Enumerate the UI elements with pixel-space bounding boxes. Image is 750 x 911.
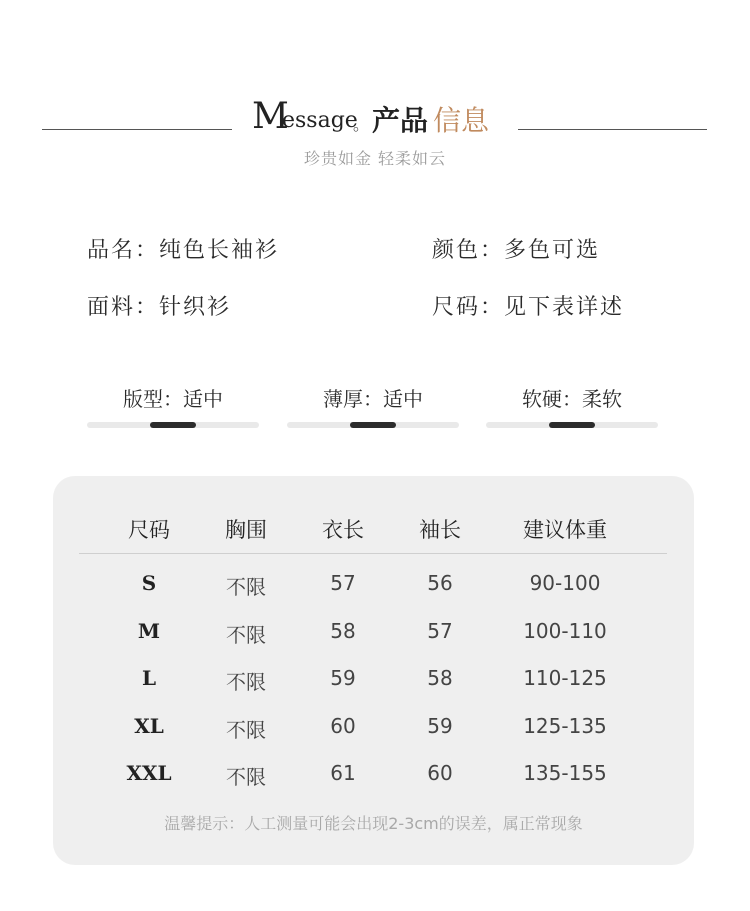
cell-chest: 不限 [226,670,266,694]
scale-thickness [287,383,459,428]
cell-size: S [141,571,157,595]
cell-length: 59 [330,666,356,690]
header-sleeve: 袖长 [419,518,461,542]
title-en-cap: M [252,96,289,137]
cell-chest: 不限 [226,575,266,599]
scale-track [87,422,259,428]
measurement-note: 温馨提示：人工测量可能会出现2-3cm的误差，属正常现象 [164,814,583,833]
title-separator: 。 [353,115,370,134]
scale-track [287,422,459,428]
cell-length: 61 [330,761,356,785]
cell-sleeve: 58 [427,666,453,690]
header-size: 尺码 [128,518,170,542]
scale-softness [486,383,658,428]
scale-indicator [549,422,595,428]
cell-sleeve: 60 [427,761,453,785]
scale-indicator [350,422,396,428]
header-length: 衣长 [322,518,364,542]
scale-label: 软硬：柔软 [522,387,622,411]
title-en-rest: essage [282,108,358,133]
cell-chest: 不限 [226,622,266,647]
cell-size: L [141,666,157,690]
size-table-panel [53,476,694,865]
cell-chest: 不限 [226,765,266,789]
cell-size: M [137,618,161,643]
cell-length: 57 [330,571,356,595]
header-rule-right [518,129,707,130]
cell-weight: 110-125 [523,666,607,690]
cell-length: 60 [330,713,356,738]
cell-sleeve: 57 [427,618,453,643]
scale-indicator [150,422,196,428]
cell-sleeve: 56 [427,571,453,595]
cell-size: XXL [126,761,172,785]
scale-track [486,422,658,428]
header-rule-left [42,129,232,130]
cell-weight: 100-110 [523,618,607,643]
info-size: 尺码：见下表详述 [432,295,625,320]
cell-weight: 90-100 [529,571,601,595]
cell-chest: 不限 [226,717,266,742]
header-weight: 建议体重 [523,518,607,542]
info-fabric: 面料：针织衫 [87,295,232,320]
title-cn-part2: 信息 [433,104,490,137]
scale-label: 薄厚：适中 [323,387,423,411]
info-product-name: 品名：纯色长袖衫 [87,238,280,263]
cell-length: 58 [330,618,356,643]
cell-sleeve: 59 [427,713,453,738]
cell-weight: 135-155 [523,761,607,785]
scale-label: 版型：适中 [123,387,223,411]
cell-weight: 125-135 [523,713,607,738]
table-header-divider [79,553,667,554]
scale-fit [87,383,259,428]
header-chest: 胸围 [225,518,267,542]
title-cn-part1: 产品 [372,104,429,137]
page-subtitle: 珍贵如金 轻柔如云 [303,149,447,168]
info-color: 颜色：多色可选 [432,238,601,263]
cell-size: XL [134,713,164,738]
